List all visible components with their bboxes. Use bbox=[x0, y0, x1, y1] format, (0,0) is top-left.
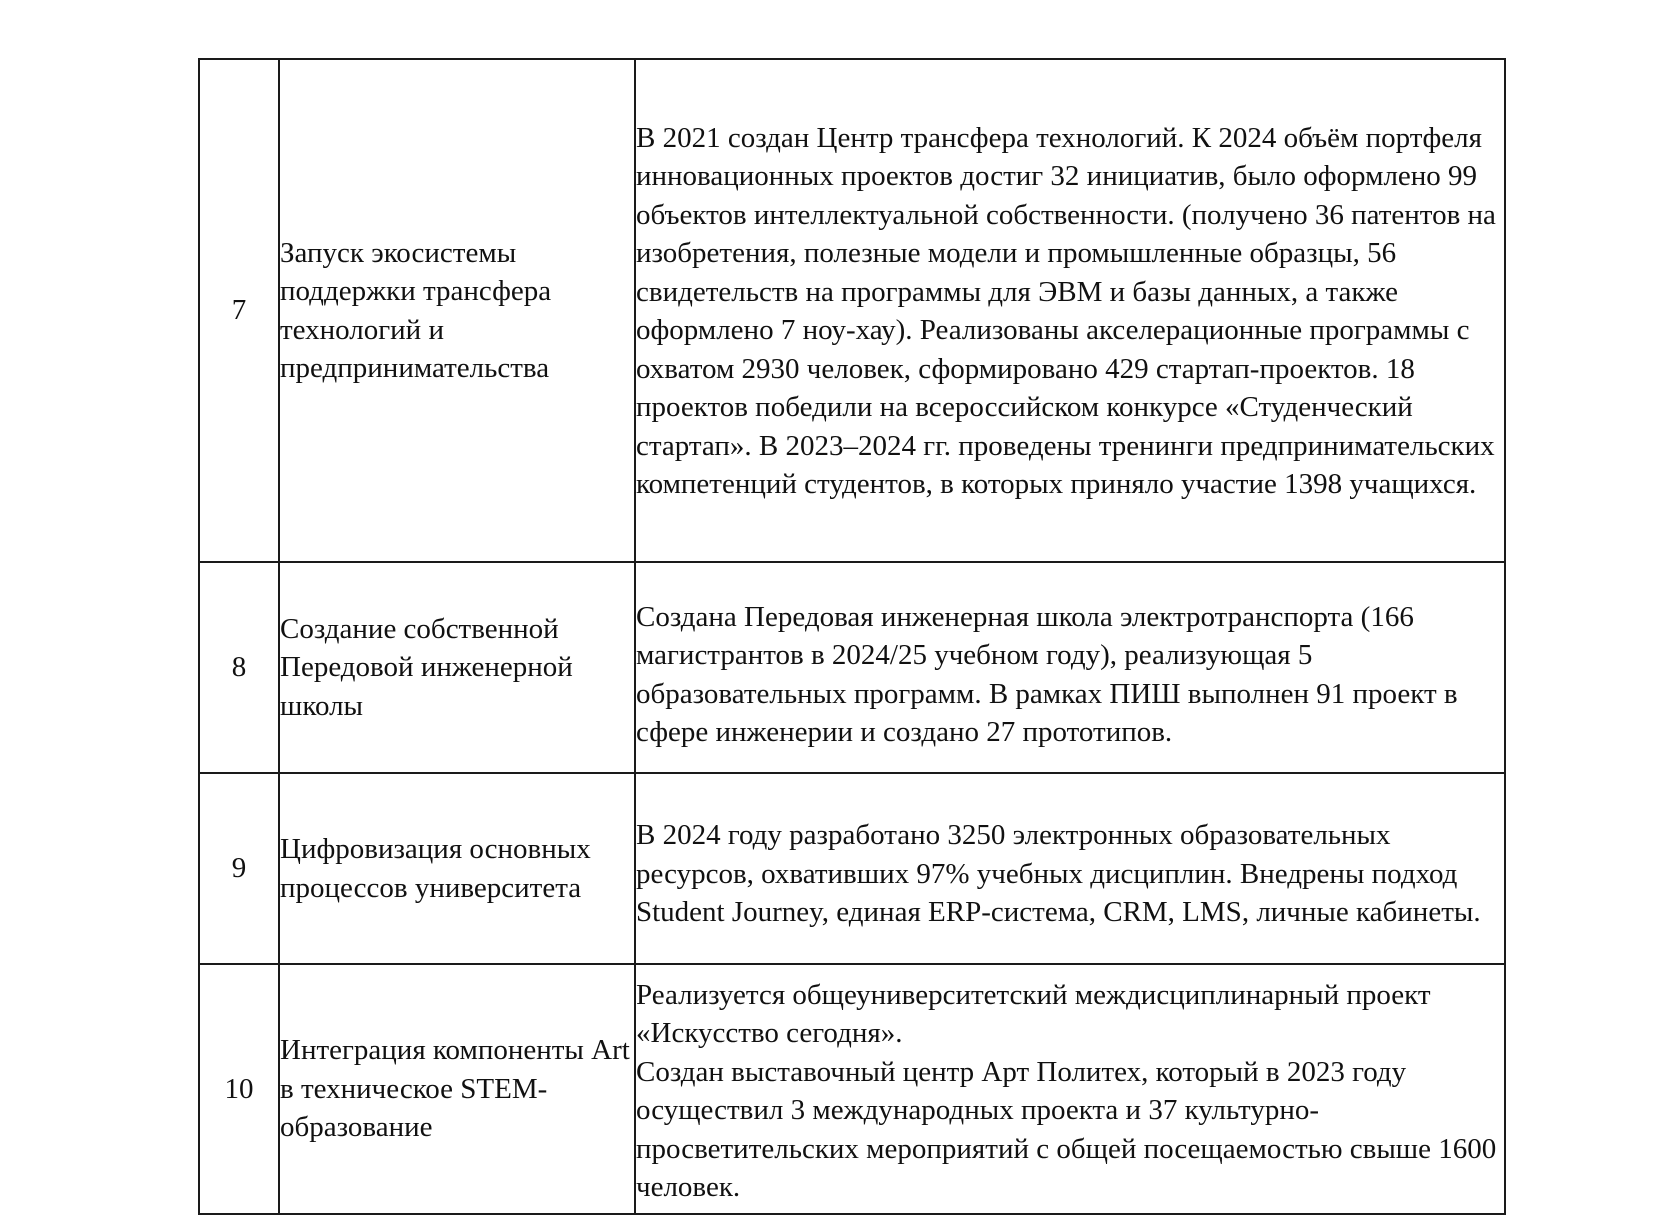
initiative-name: Создание собственной Передовой инженерной школы bbox=[279, 562, 635, 773]
initiative-description bbox=[635, 562, 1505, 773]
table-row bbox=[199, 773, 1505, 964]
row-number: 9 bbox=[199, 773, 279, 964]
table-row bbox=[199, 562, 1505, 773]
description-text: Реализуется общеуниверситетский междисциплинарный проект «Искусство сегодня». Создан выставочный центр Арт Политех, который в 2023 году осуществил 3 международных проекта и 37 культурно-просветительских мероприятий с общей посещаемостью свыше 1600 человек. bbox=[636, 978, 1497, 1203]
initiative-name: Интеграция компоненты Art в техническое STEM-образование bbox=[279, 964, 635, 1214]
table-row bbox=[199, 964, 1505, 1214]
projects-table bbox=[198, 58, 1506, 1215]
initiative-description bbox=[635, 773, 1505, 964]
row-number: 10 bbox=[199, 964, 279, 1214]
initiative-description bbox=[635, 59, 1505, 562]
initiative-name: Запуск экосистемы поддержки трансфера технологий и предпринимательства bbox=[279, 59, 635, 562]
description-text: В 2021 создан Центр трансфера технологий. К 2024 объём портфеля инновационных проектов достиг 32 инициатив, было оформлено 99 объектов интеллектуальной собственности. (получено 36 патентов на изобретения, полезные модели и промышленные образцы, 56 свидетельств на программы для ЭВМ и базы данных, а также оформлено 7 ноу-хау). Реализованы акселерационные программы с охватом 2930 человек, сформировано 429 стартап-проектов. 18 проектов победили на всероссийском конкурсе «Студенческий стартап». В 2023–2024 гг. проведены тренинги предпринимательских компетенций студентов, в которых приняло участие 1398 учащихся. bbox=[636, 121, 1496, 500]
description-text: Создана Передовая инженерная школа электротранспорта (166 магистрантов в 2024/25 учебном году), реализующая 5 образовательных программ. В рамках ПИШ выполнен 91 проект в сфере инженерии и создано 27 прототипов. bbox=[636, 600, 1458, 748]
row-number: 7 bbox=[199, 59, 279, 562]
description-text: В 2024 году разработано 3250 электронных образовательных ресурсов, охвативших 97% учебных дисциплин. Внедрены подход Student Journey, единая ERP-система, CRM, LMS, личные кабинеты. bbox=[636, 819, 1481, 929]
table-row bbox=[199, 59, 1505, 562]
initiative-description bbox=[635, 964, 1505, 1214]
initiative-name: Цифровизация основных процессов университета bbox=[279, 773, 635, 964]
row-number: 8 bbox=[199, 562, 279, 773]
